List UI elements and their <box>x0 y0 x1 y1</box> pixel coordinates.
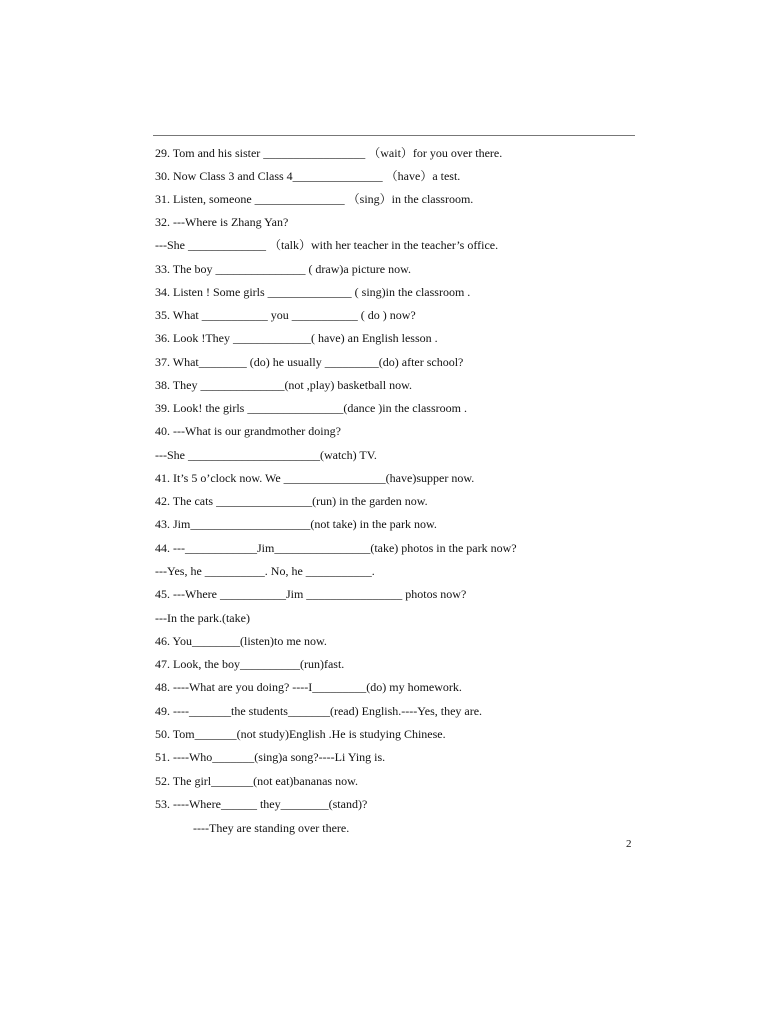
exercise-line-36: 36. Look !They _____________( have) an English lesson . <box>155 331 438 345</box>
exercise-line-47: 47. Look, the boy__________(run)fast. <box>155 657 345 671</box>
exercise-line-35: 35. What ___________ you ___________ ( do ) now? <box>155 308 416 322</box>
exercise-line-30: 30. Now Class 3 and Class 4_______________ （have）a test. <box>155 169 461 183</box>
exercise-line-39: 39. Look! the girls ________________(dance )in the classroom . <box>155 401 467 415</box>
exercise-line-43: 43. Jim____________________(not take) in the park now. <box>155 517 437 531</box>
exercise-line-34: 34. Listen ! Some girls ______________ ( sing)in the classroom . <box>155 285 471 299</box>
exercise-line-45-answer: ---In the park.(take) <box>155 611 250 625</box>
exercise-line-32: 32. ---Where is Zhang Yan? <box>155 215 289 229</box>
header-rule <box>153 135 635 136</box>
exercise-line-33: 33. The boy _______________ ( draw)a picture now. <box>155 262 411 276</box>
exercise-line-53: 53. ----Where______ they________(stand)? <box>155 797 368 811</box>
exercise-line-32-answer: ---She _____________ （talk）with her teacher in the teacher’s office. <box>155 238 499 252</box>
exercise-line-53-answer: ----They are standing over there. <box>193 821 350 835</box>
exercise-line-52: 52. The girl_______(not eat)bananas now. <box>155 774 358 788</box>
exercise-line-51: 51. ----Who_______(sing)a song?----Li Ying is. <box>155 750 386 764</box>
exercise-line-48: 48. ----What are you doing? ----I_________(do) my homework. <box>155 680 462 694</box>
exercise-line-42: 42. The cats ________________(run) in the garden now. <box>155 494 428 508</box>
exercise-line-50: 50. Tom_______(not study)English .He is studying Chinese. <box>155 727 446 741</box>
exercise-line-41: 41. It’s 5 o’clock now. We _________________(have)supper now. <box>155 471 475 485</box>
exercise-line-31: 31. Listen, someone _______________ （sing）in the classroom. <box>155 192 474 206</box>
exercise-line-40: 40. ---What is our grandmother doing? <box>155 424 341 438</box>
page-number: 2 <box>626 838 632 850</box>
exercise-line-45: 45. ---Where ___________Jim ________________ photos now? <box>155 587 467 601</box>
exercise-line-44: 44. ---____________Jim________________(take) photos in the park now? <box>155 541 517 555</box>
exercise-line-40-answer: ---She ______________________(watch) TV. <box>155 448 377 462</box>
exercise-line-46: 46. You________(listen)to me now. <box>155 634 327 648</box>
exercise-line-29: 29. Tom and his sister _________________ （wait）for you over there. <box>155 146 503 160</box>
exercise-line-44-answer: ---Yes, he __________. No, he ___________. <box>155 564 375 578</box>
exercise-line-38: 38. They ______________(not ,play) basketball now. <box>155 378 412 392</box>
exercise-line-49: 49. ----_______the students_______(read) English.----Yes, they are. <box>155 704 483 718</box>
exercise-line-37: 37. What________ (do) he usually _________(do) after school? <box>155 355 464 369</box>
